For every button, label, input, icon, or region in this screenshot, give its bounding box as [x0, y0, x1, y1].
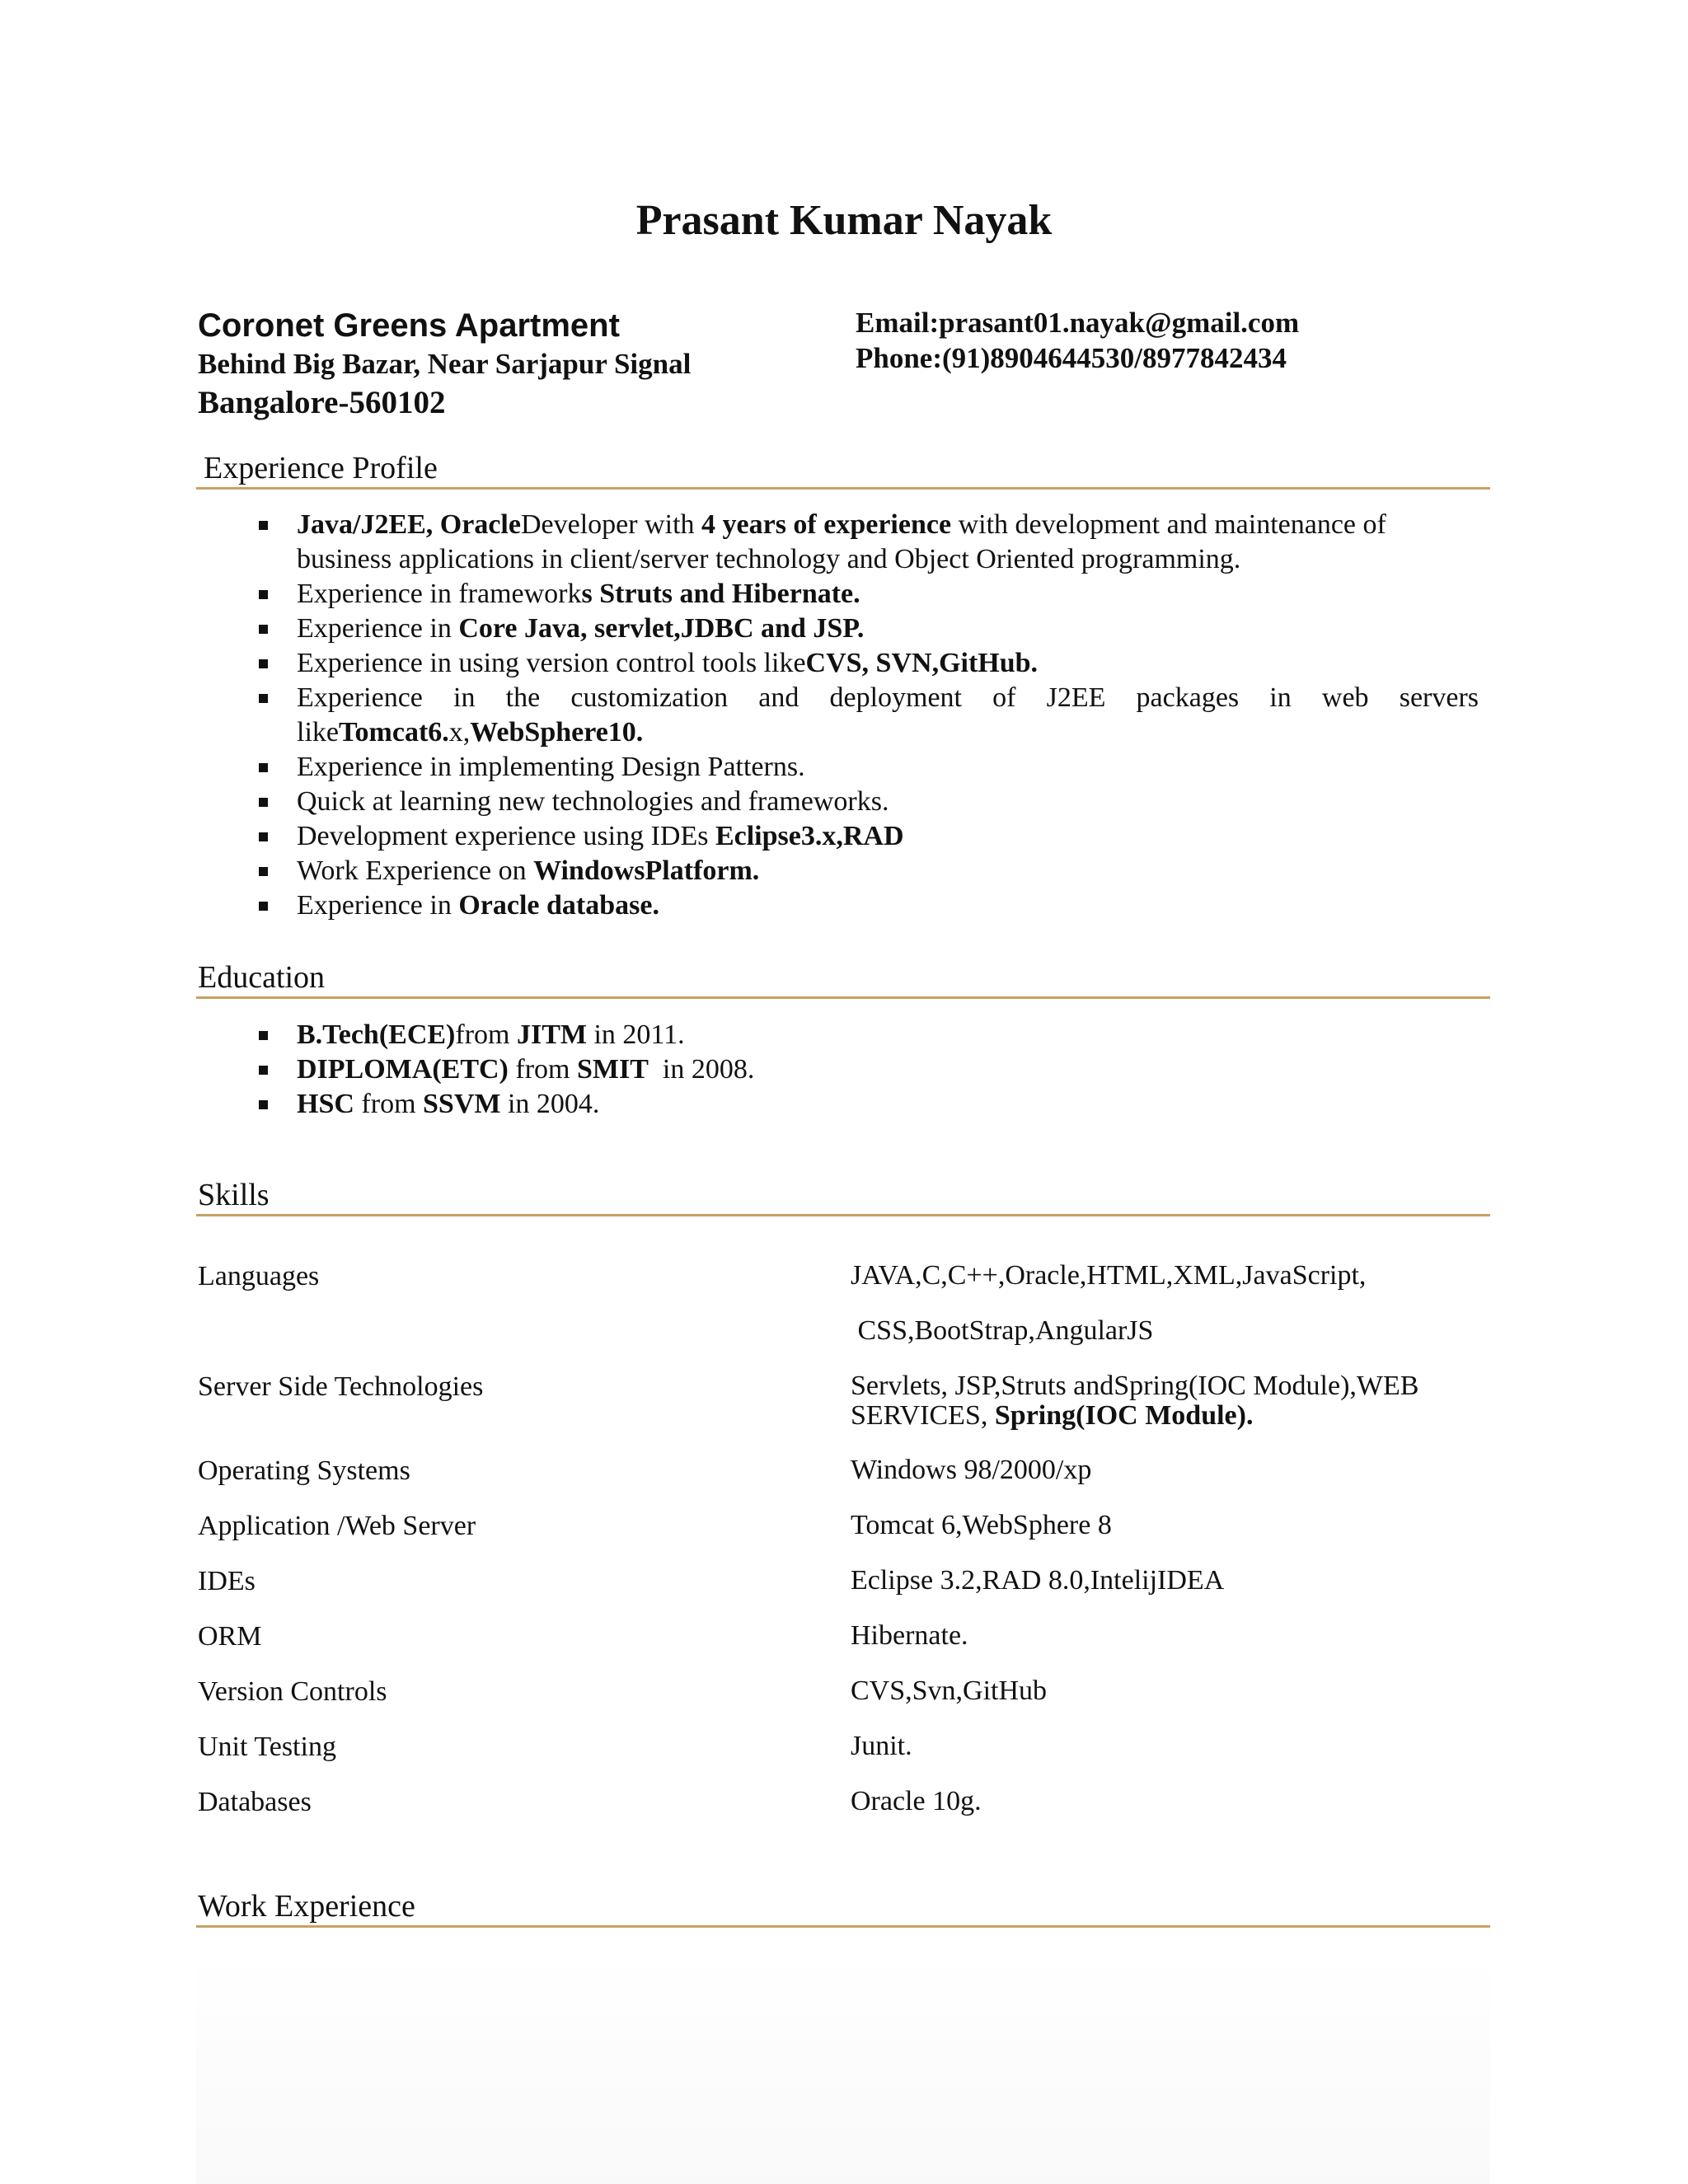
skill-row [198, 1566, 1484, 1621]
bottom-shade [196, 1953, 1490, 2184]
skill-value [851, 1371, 1487, 1431]
skill-row [198, 1732, 1484, 1787]
experience-profile-list [259, 508, 1479, 923]
skill-value: CVS,Svn,GitHub [851, 1675, 1048, 1706]
list-item-bold: Eclipse3.x,RAD [715, 821, 904, 851]
skill-value: JAVA,C,C++,Oracle,HTML,XML,JavaScript, [851, 1260, 1367, 1291]
section-rule [196, 1214, 1490, 1216]
list-item-bold: Core Java, servlet,JDBC and JSP. [458, 613, 865, 644]
list-item [259, 888, 1479, 923]
list-item-text: in 2008. [648, 1054, 755, 1085]
skill-row [198, 1676, 1484, 1732]
skills-table [198, 1261, 1484, 1842]
skill-row [198, 1787, 1484, 1842]
skill-key: Unit Testing [198, 1732, 336, 1762]
list-item-text: from [455, 1019, 517, 1050]
list-item-text: like [297, 717, 339, 748]
list-item-text: Experience in using version control tools like [297, 648, 806, 678]
list-item [259, 508, 1479, 577]
list-item-bold: B.Tech(ECE) [297, 1019, 456, 1050]
list-item-text: Experience in implementing Design Patterns. [297, 752, 805, 782]
list-item-text: from [508, 1054, 577, 1085]
list-item-bold: Tomcat6. [338, 717, 449, 748]
list-item-bold: WindowsPlatform. [533, 855, 760, 886]
skill-value-bold: Spring(IOC Module). [994, 1400, 1254, 1431]
list-item [259, 681, 1479, 750]
address-line-2: Behind Big Bazar, Near Sarjapur Signal [198, 348, 692, 380]
skill-value: Tomcat 6,WebSphere 8 [851, 1510, 1112, 1540]
skill-value: Eclipse 3.2,RAD 8.0,IntelijIDEA [851, 1565, 1225, 1596]
address-block [198, 305, 691, 424]
list-item [259, 577, 1479, 612]
list-item [259, 854, 1479, 888]
skill-row [198, 1511, 1484, 1566]
phone: Phone:(91)8904644530/8977842434 [856, 342, 1287, 374]
list-item-text: Developer with [520, 509, 702, 540]
list-item [259, 785, 1479, 819]
skill-value: Oracle 10g. [851, 1786, 982, 1816]
section-title-education: Education [198, 960, 326, 995]
list-item-bold: SMIT [576, 1054, 649, 1085]
list-item-bold: DIPLOMA(ETC) [297, 1054, 509, 1085]
skill-row [198, 1371, 1484, 1455]
section-title-skills: Skills [198, 1178, 270, 1212]
email: Email:prasant01.nayak@gmail.com [856, 307, 1300, 339]
skill-value: Hibernate. [851, 1620, 968, 1651]
list-item-text: in 2011. [586, 1019, 685, 1050]
skill-key: Server Side Technologies [198, 1371, 484, 1402]
list-item [259, 612, 1479, 646]
list-item-bold: Java/J2EE, Oracle [297, 509, 521, 540]
list-item-text: Experience in [297, 613, 459, 644]
list-item [259, 1018, 1479, 1052]
list-item-text: Quick at learning new technologies and frameworks. [297, 786, 889, 817]
list-item-bold: CVS, SVN,GitHub. [805, 648, 1039, 678]
contact-block [856, 305, 1299, 376]
education-list [259, 1018, 1479, 1122]
section-title-work-experience: Work Experience [198, 1889, 415, 1924]
skill-key: ORM [198, 1621, 262, 1652]
list-item-bold: Oracle database. [458, 890, 659, 921]
address-line-1: Coronet Greens Apartment [198, 307, 620, 344]
skill-value: Windows 98/2000/xp [851, 1455, 1092, 1485]
skill-key: Application /Web Server [198, 1511, 476, 1541]
skill-key: IDEs [198, 1566, 256, 1596]
list-item-bold: JITM [516, 1019, 587, 1050]
list-item [259, 1087, 1479, 1122]
list-item-text: Experience in [297, 890, 459, 921]
skill-value: CSS,BootStrap,AngularJS [851, 1315, 1154, 1346]
list-item-text: from [354, 1089, 424, 1119]
skill-value: Junit. [851, 1731, 912, 1761]
list-item-text: Development experience using IDEs [297, 821, 715, 851]
list-item-text: with development and maintenance of business applications in client/server technology and Object Oriented programming. [297, 509, 1386, 574]
list-item-text: Experience in framework [297, 579, 582, 609]
list-item-text: x, [448, 717, 471, 748]
list-item [259, 1052, 1479, 1087]
section-title-experience-profile: Experience Profile [204, 451, 438, 485]
list-item [259, 646, 1479, 681]
list-item-bold: 4 years of experience [701, 509, 952, 540]
list-item [259, 819, 1479, 854]
list-item-bold: WebSphere10. [470, 717, 644, 748]
list-item-bold: SSVM [423, 1089, 501, 1119]
skill-row [198, 1261, 1484, 1316]
candidate-name: Prasant Kumar Nayak [635, 197, 1053, 244]
skill-key: Version Controls [198, 1676, 387, 1707]
list-item [259, 750, 1479, 785]
skill-key: Languages [198, 1261, 320, 1291]
skill-key: Operating Systems [198, 1455, 410, 1486]
skill-row [198, 1455, 1484, 1511]
address-line-3: Bangalore-560102 [198, 385, 446, 420]
skill-key: Databases [198, 1787, 312, 1817]
skill-row [198, 1316, 1484, 1371]
list-item-text: Work Experience on [297, 855, 534, 886]
list-item-text: Experience in the customization and deployment of J2EE packages in web servers [297, 682, 1479, 713]
list-item-bold: s Struts and Hibernate. [581, 579, 860, 609]
list-item-bold: HSC [297, 1089, 354, 1119]
section-rule [196, 487, 1490, 490]
skill-value-text: Servlets, JSP,Struts andSpring(IOC Module),WEB SERVICES, [851, 1371, 1419, 1431]
skill-row [198, 1621, 1484, 1676]
section-rule [196, 1925, 1490, 1928]
section-rule [196, 996, 1490, 999]
list-item-text: in 2004. [500, 1089, 600, 1119]
